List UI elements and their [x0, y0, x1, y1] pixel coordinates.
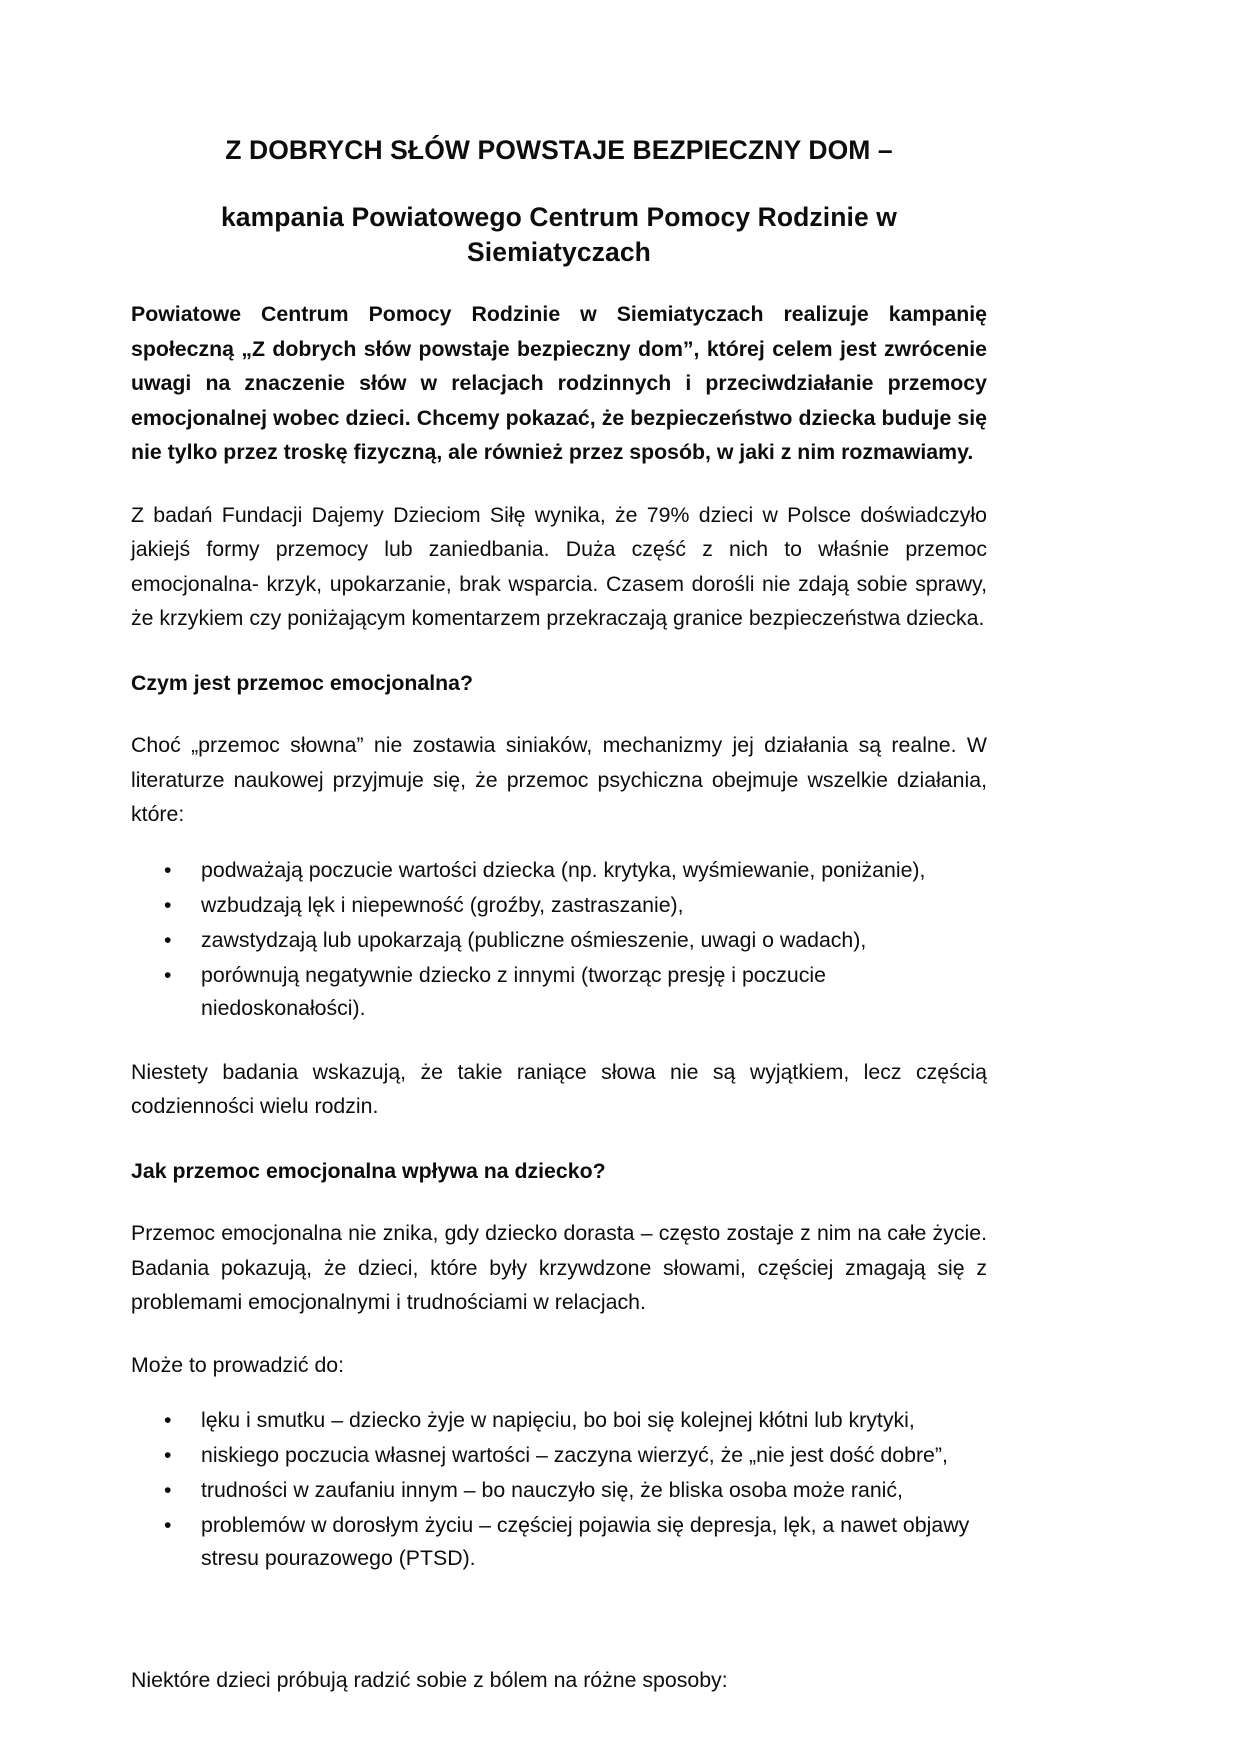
list-item: [131, 1439, 987, 1472]
list-item-label: trudności w zaufaniu innym – bo nauczyło się, że bliska osoba może ranić,: [201, 1478, 903, 1503]
after-bullets-paragraph: Niestety badania wskazują, że takie raniące słowa nie są wyjątkiem, lecz częścią codzienności wielu rodzin.: [131, 1059, 987, 1119]
section-heading-definition: Czym jest przemoc emocjonalna?: [131, 670, 474, 695]
bullet-point-icon: •: [164, 1478, 172, 1503]
list-item-label: wzbudzają lęk i niepewność (groźby, zastraszanie),: [201, 892, 684, 917]
closing-paragraph: Niektóre dzieci próbują radzić sobie z bólem na różne sposoby:: [131, 1668, 728, 1693]
bullet-point-icon: •: [164, 962, 172, 987]
bullet-point-icon: •: [164, 927, 172, 952]
list-item-label: podważają poczucie wartości dziecka (np. krytyka, wyśmiewanie, poniżanie),: [201, 857, 926, 882]
list-item-label: problemów w dorosłym życiu – częściej pojawia się depresja, lęk, a nawet objawy stresu pourazowego (PTSD).: [201, 1513, 970, 1571]
definition-bullet-list: [131, 832, 987, 1025]
list-item: [131, 1404, 987, 1437]
list-item: [131, 889, 987, 922]
bullet-point-icon: •: [164, 1443, 172, 1468]
bullet-point-icon: •: [164, 1513, 172, 1538]
list-item: [131, 1509, 987, 1575]
list-item: [131, 959, 987, 1025]
lead-in-paragraph: Może to prowadzić do:: [131, 1352, 345, 1377]
bullet-point-icon: •: [164, 892, 172, 917]
page-title: Z DOBRYCH SŁÓW POWSTAJE BEZPIECZNY DOM –: [225, 135, 893, 165]
intro-paragraph: Powiatowe Centrum Pomocy Rodzinie w Siemiatyczach realizuje kampanię społeczną „Z dobrych słów powstaje bezpieczny dom”, której celem jest zwrócenie uwagi na znaczenie słów w relacjach rodzinnych i przeciwdziałanie przemocy emocjonalnej wobec dzieci. Chcemy pokazać, że bezpieczeństwo dziecka buduje się nie tylko przez troskę fizyczną, ale również przez sposób, w jaki z nim rozmawiamy.: [131, 302, 987, 465]
list-item-label: lęku i smutku – dziecko żyje w napięciu, bo boi się kolejnej kłótni lub krytyki,: [201, 1408, 915, 1433]
page-subtitle: kampania Powiatowego Centrum Pomocy Rodzinie w Siemiatyczach: [220, 202, 898, 267]
list-item-label: porównują negatywnie dziecko z innymi (tworząc presję i poczucie niedoskonałości).: [201, 962, 827, 1020]
list-item: [131, 924, 987, 957]
research-paragraph: Z badań Fundacji Dajemy Dzieciom Siłę wynika, że 79% dzieci w Polsce doświadczyło jakiejś formy przemocy lub zaniedbania. Duża część z nich to właśnie przemoc emocjonalna- krzyk, upokarzanie, brak wsparcia. Czasem dorośli nie zdają sobie sprawy, że krzykiem czy poniżającym komentarzem przekraczają granice bezpieczeństwa dziecka.: [131, 502, 987, 631]
document-content: [131, 0, 987, 1698]
list-item-label: niskiego poczucia własnej wartości – zaczyna wierzyć, że „nie jest dość dobre”,: [201, 1443, 948, 1468]
bullet-point-icon: •: [164, 1408, 172, 1433]
section-spacer: [131, 1577, 987, 1635]
list-item-label: zawstydzają lub upokarzają (publiczne ośmieszenie, uwagi o wadach),: [201, 927, 867, 952]
section-heading-impact: Jak przemoc emocjonalna wpływa na dziecko?: [131, 1158, 606, 1183]
list-item: [131, 854, 987, 887]
definition-paragraph: Choć „przemoc słowna” nie zostawia siniaków, mechanizmy jej działania są realne. W literaturze naukowej przyjmuje się, że przemoc psychiczna obejmuje wszelkie działania, które:: [131, 733, 987, 827]
impact-bullet-list: [131, 1382, 987, 1575]
bullet-point-icon: •: [164, 857, 172, 882]
list-item: [131, 1474, 987, 1507]
impact-paragraph: Przemoc emocjonalna nie znika, gdy dziecko dorasta – często zostaje z nim na całe życie. Badania pokazują, że dzieci, które były krzywdzone słowami, częściej zmagają się z problemami emocjonalnymi i trudnościami w relacjach.: [131, 1221, 987, 1315]
